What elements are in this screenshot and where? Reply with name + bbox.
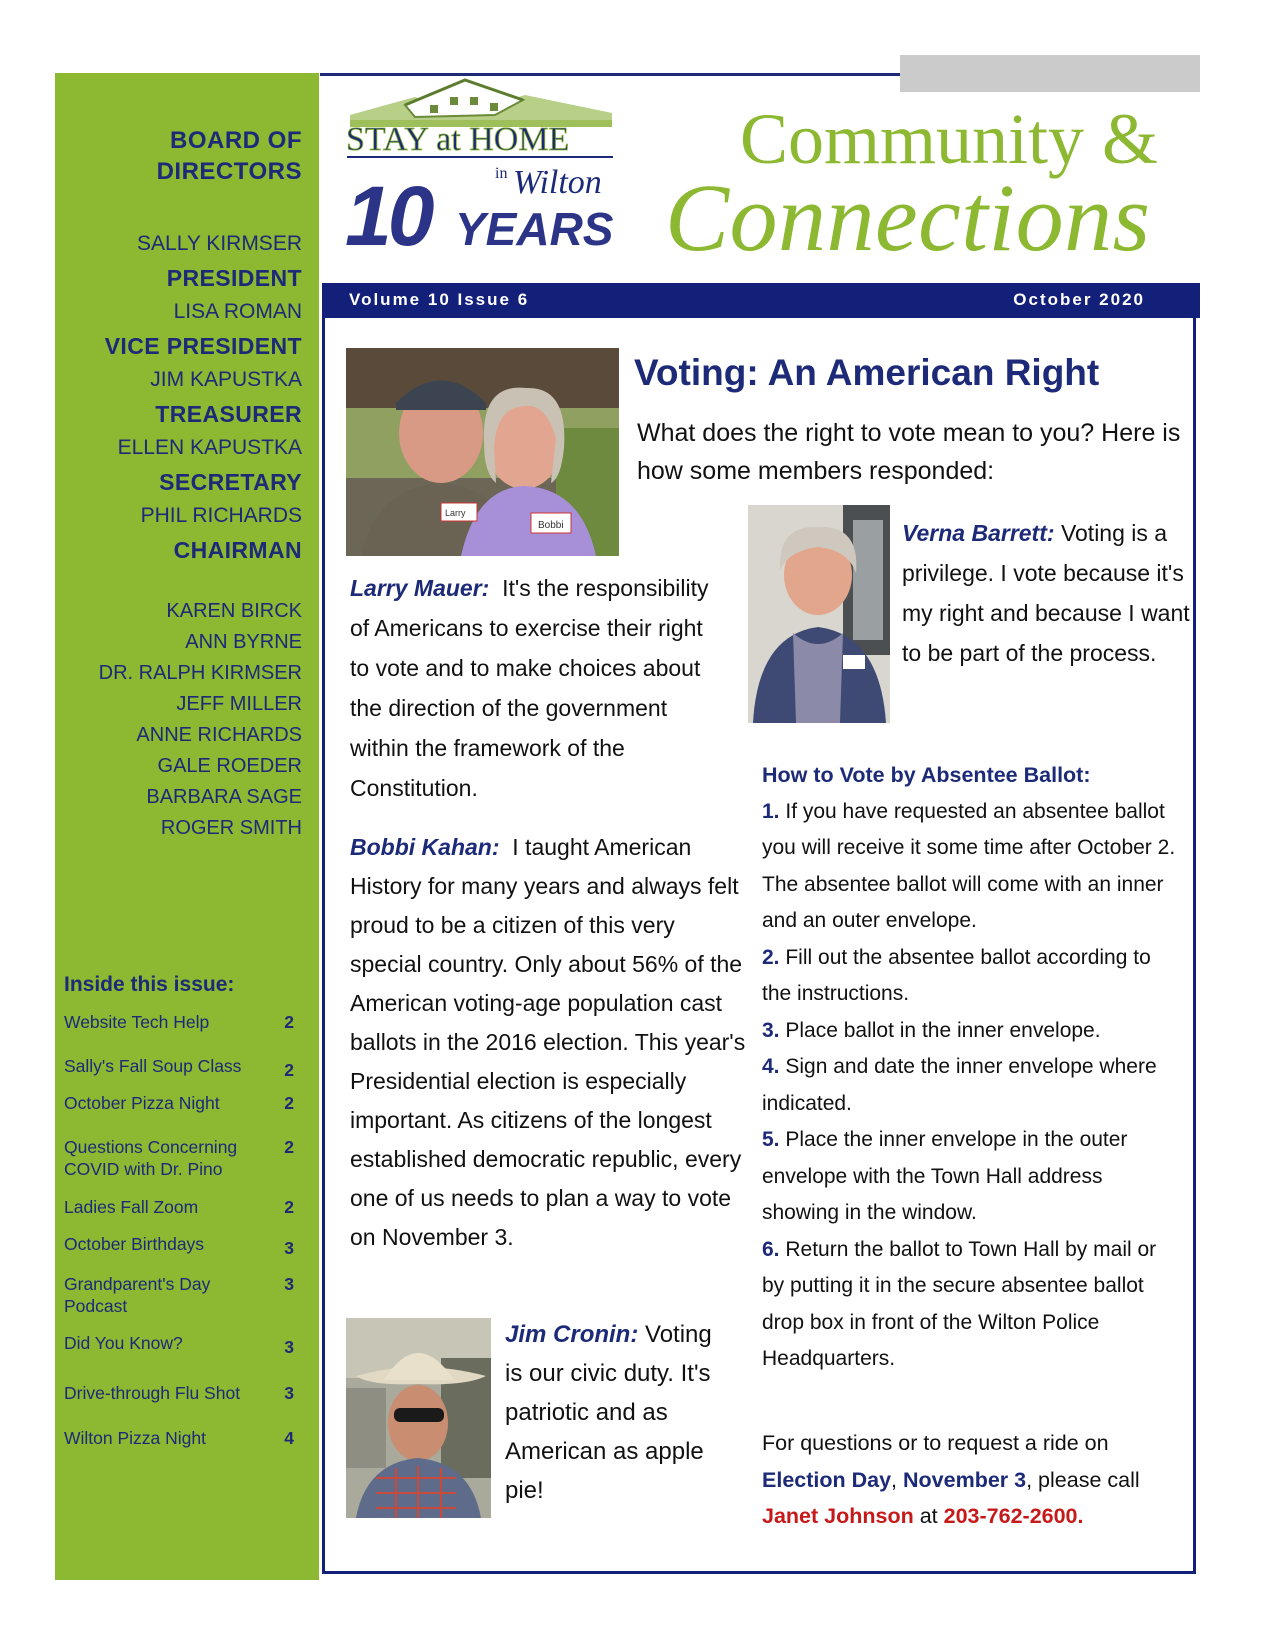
logo-town: Wilton bbox=[513, 164, 602, 201]
board-title-2: DIRECTORS bbox=[156, 158, 302, 185]
officer-role: SECRETARY bbox=[159, 469, 302, 495]
toc-item[interactable] bbox=[64, 1136, 314, 1180]
board-member: ANNE RICHARDS bbox=[136, 724, 302, 746]
toc-item[interactable] bbox=[64, 1273, 314, 1317]
toc-item[interactable] bbox=[64, 1011, 314, 1033]
officer-name: SALLY KIRMSER bbox=[137, 232, 302, 255]
logo-years: YEARS bbox=[455, 203, 614, 255]
absentee-step: 5. Place the inner envelope in the outer envelope with the Town Hall address showing in the window. bbox=[762, 1128, 1128, 1224]
quote-name: Verna Barrett: bbox=[902, 520, 1055, 546]
contact-phone: 203-762-2600. bbox=[943, 1504, 1084, 1528]
board-member: ANN BYRNE bbox=[185, 631, 302, 653]
officer-role: PRESIDENT bbox=[166, 265, 302, 291]
toc-page: 2 bbox=[284, 1137, 294, 1157]
absentee-heading: How to Vote by Absentee Ballot: bbox=[762, 763, 1091, 787]
masthead-title-1: Community & bbox=[740, 99, 1159, 179]
toc-title: Drive-through Flu Shot bbox=[64, 1383, 241, 1403]
quote-verna bbox=[902, 513, 1192, 673]
quote-bobbi bbox=[350, 828, 750, 1257]
name-tag-larry: Larry bbox=[445, 508, 466, 518]
toc-page: 2 bbox=[284, 1060, 294, 1080]
absentee-step: 2. Fill out the absentee ballot according to the instructions. bbox=[762, 945, 1151, 1005]
board-member: KAREN BIRCK bbox=[166, 600, 302, 622]
quote-jim bbox=[505, 1315, 735, 1510]
toc-page: 2 bbox=[284, 1012, 294, 1032]
board-member: DR. RALPH KIRMSER bbox=[98, 662, 302, 684]
toc-item[interactable] bbox=[64, 1196, 314, 1218]
absentee-step: 1. If you have requested an absentee ballot you will receive it some time after October 2. The absentee ballot will come with an inner and an outer envelope. bbox=[762, 799, 1176, 932]
toc-title: Did You Know? bbox=[64, 1333, 183, 1353]
toc-title: October Birthdays bbox=[64, 1234, 205, 1254]
absentee-ballot-section bbox=[762, 757, 1182, 1378]
absentee-step: 6. Return the ballot to Town Hall by mail or by putting it in the secure absentee ballot drop box in front of the Wilton Police Headquarters. bbox=[762, 1237, 1157, 1370]
article-intro: What does the right to vote mean to you? Here is how some members responded: bbox=[637, 419, 1181, 485]
board-title-1: BOARD OF bbox=[170, 127, 302, 154]
quote-text: Voting is our civic duty. It's patriotic and as American as apple pie! bbox=[505, 1321, 712, 1504]
board-member: BARBARA SAGE bbox=[146, 786, 302, 808]
absentee-step: 4. Sign and date the inner envelope where indicated. bbox=[762, 1055, 1157, 1115]
toc-page: 2 bbox=[284, 1197, 294, 1217]
absentee-step: 3. Place ballot in the inner envelope. bbox=[762, 1018, 1101, 1042]
toc-item[interactable] bbox=[64, 1055, 314, 1080]
quote-name: Jim Cronin: bbox=[505, 1321, 639, 1348]
november-3: November 3 bbox=[903, 1467, 1027, 1492]
logo-in: in bbox=[495, 165, 508, 182]
toc-title: Grandparent's Day Podcast bbox=[64, 1274, 211, 1316]
officer-role: VICE PRESIDENT bbox=[104, 333, 302, 359]
toc-item[interactable] bbox=[64, 1427, 314, 1449]
volume-bar bbox=[322, 283, 1200, 318]
quote-larry bbox=[350, 568, 720, 808]
board-member: ROGER SMITH bbox=[160, 817, 302, 839]
toc-title: Ladies Fall Zoom bbox=[64, 1197, 199, 1217]
board-member: JEFF MILLER bbox=[176, 693, 302, 715]
stay-at-home-logo bbox=[345, 75, 645, 265]
toc-page: 3 bbox=[284, 1383, 294, 1403]
toc-title: Questions Concerning COVID with Dr. Pino bbox=[64, 1137, 238, 1179]
toc-item[interactable] bbox=[64, 1092, 314, 1114]
toc-page: 3 bbox=[284, 1238, 294, 1258]
quote-text: It's the responsibility of Americans to exercise their right to vote and to make choices about the direction of the government within the framework of the Constitution. bbox=[350, 575, 709, 801]
larry-bobbi-photo bbox=[346, 348, 619, 556]
toc-title: Sally's Fall Soup Class bbox=[64, 1056, 242, 1076]
officer-role: CHAIRMAN bbox=[173, 537, 302, 563]
name-tag-bobbi: Bobbi bbox=[538, 520, 564, 531]
quote-text: I taught American History for many years and always felt proud to be a citizen of this very special country. Only about 56% of the American voting-age population cast ballots in the 2016 election. This year's Presidential election is especially important. As citizens of the longest established democratic republic, every one of us needs to plan a way to vote on November 3. bbox=[350, 834, 746, 1250]
election-day: Election Day bbox=[762, 1467, 892, 1492]
masthead-title-2: Connections bbox=[665, 164, 1151, 271]
officer-name: JIM KAPUSTKA bbox=[150, 368, 302, 391]
house-illustration-icon bbox=[350, 80, 612, 127]
jim-photo bbox=[346, 1318, 491, 1518]
toc-page: 4 bbox=[284, 1428, 294, 1448]
article-headline: Voting: An American Right bbox=[634, 352, 1100, 393]
toc-title: Website Tech Help bbox=[64, 1012, 210, 1032]
contact-info: For questions or to request a ride on Election Day, November 3, please call Janet Johnson at 203-762-2600. bbox=[762, 1431, 1140, 1528]
toc-item[interactable] bbox=[64, 1233, 314, 1258]
logo-line1: STAY at HOME bbox=[346, 121, 570, 158]
volume-issue: Volume 10 Issue 6 bbox=[349, 290, 530, 309]
quote-name: Bobbi Kahan: bbox=[350, 834, 500, 860]
sidebar bbox=[55, 73, 319, 1580]
logo-number: 10 bbox=[345, 169, 431, 263]
verna-photo bbox=[748, 505, 890, 723]
officer-role: TREASURER bbox=[155, 401, 302, 427]
issue-date: October 2020 bbox=[1013, 290, 1145, 309]
quote-name: Larry Mauer: bbox=[350, 575, 490, 601]
toc-page: 3 bbox=[284, 1337, 294, 1357]
toc-title: October Pizza Night bbox=[64, 1093, 220, 1113]
board-member: GALE ROEDER bbox=[157, 755, 302, 777]
toc-item[interactable] bbox=[64, 1332, 314, 1357]
toc-item[interactable] bbox=[64, 1382, 314, 1404]
officer-name: PHIL RICHARDS bbox=[140, 504, 302, 527]
toc-title: Wilton Pizza Night bbox=[64, 1428, 206, 1448]
toc-page: 3 bbox=[284, 1274, 294, 1294]
officer-name: LISA ROMAN bbox=[173, 300, 302, 323]
toc-page: 2 bbox=[284, 1093, 294, 1113]
gray-tab bbox=[900, 55, 1200, 92]
toc-heading: Inside this issue: bbox=[64, 973, 235, 996]
officer-name: ELLEN KAPUSTKA bbox=[117, 436, 302, 459]
quote-text: Voting is a privilege. I vote because it's my right and because I want to be part of the process. bbox=[902, 520, 1190, 666]
contact-person: Janet Johnson bbox=[762, 1504, 914, 1528]
